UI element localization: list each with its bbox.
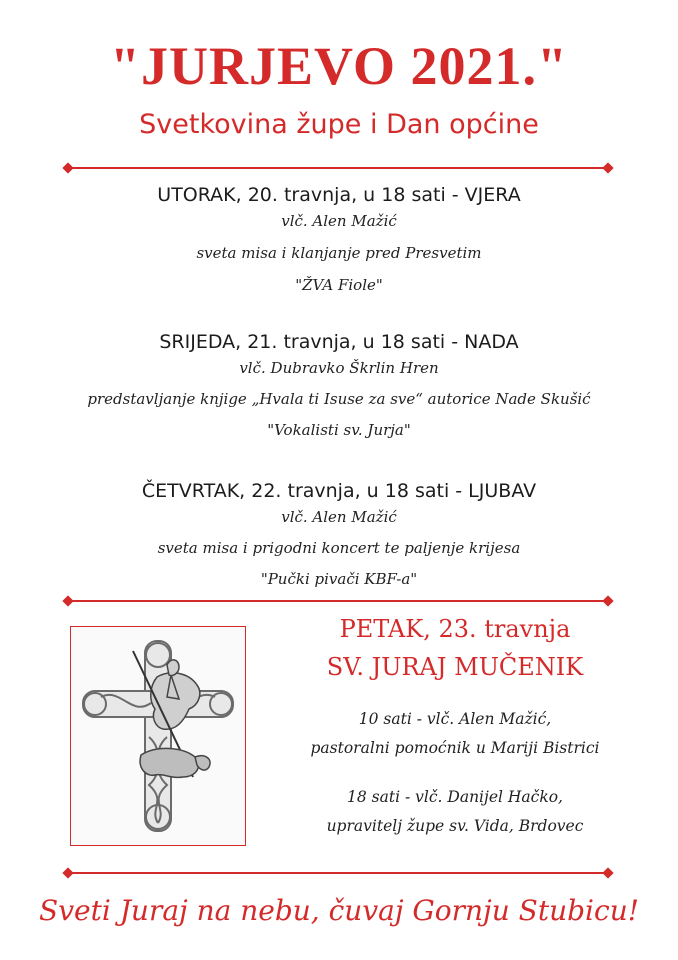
page-subtitle: Svetkovina župe i Dan općine (139, 109, 539, 140)
friday-feast: SV. JURAJ MUČENIK (326, 653, 584, 681)
divider-bottom (64, 868, 612, 878)
day-line: sveta misa i prigodni koncert te paljenje krijesa (157, 539, 521, 557)
day-thursday (0, 478, 678, 591)
day-line: "Vokalisti sv. Jurja" (267, 421, 411, 439)
day-heading: UTORAK, 20. travnja, u 18 sati - VJERA (157, 184, 521, 206)
day-line: sveta misa i klanjanje pred Presvetim (196, 244, 482, 262)
friday-mass-line: 10 sati - vlč. Alen Mažić, (358, 710, 552, 728)
friday-heading: PETAK, 23. travnja (339, 615, 571, 643)
day-line: "ŽVA Fiole" (295, 276, 383, 294)
day-line: vlč. Alen Mažić (281, 508, 397, 526)
celtic-cross-icon (71, 627, 245, 845)
day-friday (290, 612, 620, 838)
day-line: "Pučki pivači KBF-a" (260, 570, 418, 588)
day-wednesday (0, 329, 678, 442)
day-tuesday (0, 182, 678, 297)
day-line: predstavljanje knjige „Hvala ti Isuse za sve“ autorice Nade Skušić (87, 390, 591, 408)
page-title: "JURJEVO 2021." (110, 36, 568, 96)
day-line: vlč. Dubravko Škrlin Hren (239, 359, 439, 377)
st-george-cross-image (70, 626, 246, 846)
friday-mass-line: 18 sati - vlč. Danijel Hačko, (347, 788, 563, 806)
divider-top (64, 163, 612, 173)
footer-prayer: Sveti Juraj na nebu, čuvaj Gornju Stubicu! (39, 894, 639, 927)
friday-mass-line: upravitelj župe sv. Vida, Brdovec (326, 817, 584, 835)
divider-middle (64, 596, 612, 606)
day-line: vlč. Alen Mažić (281, 212, 397, 230)
friday-mass-line: pastoralni pomoćnik u Mariji Bistrici (310, 739, 600, 757)
day-heading: ČETVRTAK, 22. travnja, u 18 sati - LJUBAV (141, 480, 537, 502)
day-heading: SRIJEDA, 21. travnja, u 18 sati - NADA (159, 331, 519, 353)
